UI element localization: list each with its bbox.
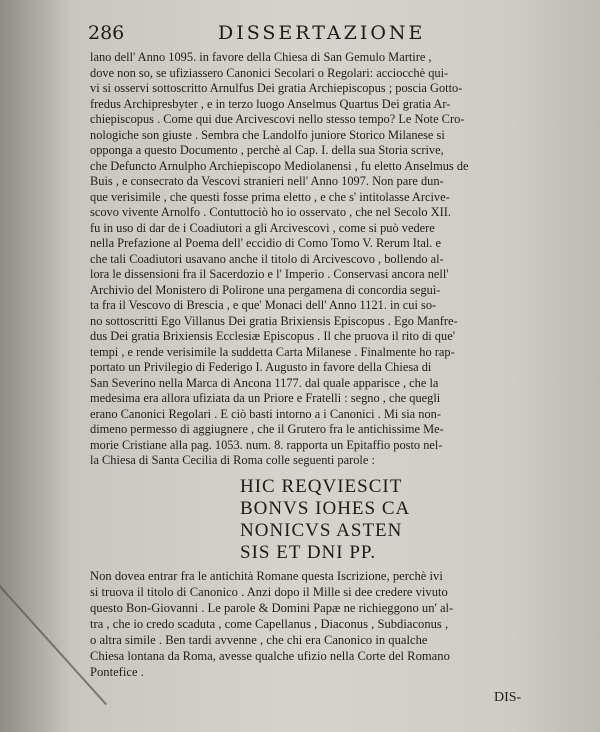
page-header — [88, 22, 568, 44]
text-line: nella Prefazione al Poema dell' eccidio di Como Tomo V. Rerum Ital. e — [90, 236, 441, 250]
text-line: fredus Archipresbyter , e in terzo luogo Anselmus Quartus Dei gratia Ar- — [90, 96, 451, 111]
text-line: Non dovea entrar fra le antichità Romane questa Iscrizione, perchè ivi — [90, 569, 443, 583]
text-line: tra , che io credo scaduta , come Capellanus , Diaconus , Subdiaconus , — [90, 617, 449, 631]
text-line: portato un Privilegio di Federigo I. Augusto in favore della Chiesa di — [90, 360, 432, 374]
text-line: Archivio del Monistero di Polirone una pergamena di concordia seguì- — [90, 282, 441, 297]
text-line: la Chiesa di Santa Cecilia di Roma colle seguenti parole : — [90, 453, 375, 467]
text-line: erano Canonici Regolari . E ciò basti intorno a i Canonici . Mi sia non- — [90, 406, 441, 421]
text-line: vi si osservi sottoscritto Arnulfus Dei gratia Archiepiscopus ; poscia Gotto- — [90, 81, 463, 95]
text-line: dove non so, se ufiziassero Canonici Secolari o Regolari: acciocchè qui- — [90, 65, 449, 80]
text-line: scovo vivente Arnolfo . Contuttociò ho io osservato , che nel Secolo XII. — [90, 205, 451, 219]
text-line: lora le dissensioni fra il Sacerdozio e l' Imperio . Conservasi ancora nell' — [90, 267, 449, 281]
commentary-text — [90, 568, 585, 680]
text-line: ta fra il Vescovo di Brescia , e que' Monaci dell' Anno 1121. in cui so- — [90, 298, 437, 312]
text-line: Pontefice . — [90, 665, 144, 679]
text-line: si truova il titolo di Canonico . Anzi dopo il Mille si dee credere vivuto — [90, 585, 448, 599]
inscription-line: SIS ET DNI PP. — [240, 542, 377, 563]
page-number: 286 — [88, 22, 125, 44]
text-line: fu in uso di dar de i Coadiutori a gli Arcivescovi , come si può vedere — [90, 220, 435, 235]
body-text — [90, 50, 575, 469]
running-title: DISSERTAZIONE — [218, 22, 426, 44]
text-line: tempi , e rende verisimile la suddetta Carta Milanese . Finalmente ho rap- — [90, 344, 455, 359]
text-line: morie Cristiane alla pag. 1053. num. 8. rapporta un Epitaffio posto nel- — [90, 437, 443, 452]
text-line: Buis , e consecrato da Vescovi stranieri nell' Anno 1097. Non pare dun- — [90, 174, 444, 188]
catchword: DIS- — [494, 690, 522, 705]
text-line: Chiesa lontana da Roma, avesse qualche ufizio nella Corte del Romano — [90, 649, 450, 663]
text-line: San Severino nella Marca di Ancona 1177. dal quale apparisce , che la — [90, 375, 439, 390]
text-line: lano dell' Anno 1095. in favore della Chiesa di San Gemulo Martire , — [90, 50, 432, 64]
text-line: chiepiscopus . Come qui due Arcivescovi nello stesso tempo? Le Note Cro- — [90, 112, 465, 126]
text-line: o altra simile . Ben tardi avvenne , che chi era Canonico in qualche — [90, 633, 428, 647]
text-line: dus Dei gratia Brixiensis Ecclesiæ Episcopus . Il che pruova il rito di que' — [90, 329, 455, 343]
inscription-epitaph — [240, 476, 480, 564]
text-line: che tali Coadiutori usavano anche il titolo di Arcivescovo , bollendo al- — [90, 251, 444, 266]
text-line: questo Bon-Giovanni . Le parole & Domini Papæ ne richieggono un' al- — [90, 601, 454, 615]
text-line: che Defuncto Arnulpho Archiepiscopo Mediolanensi , fu eletto Anselmus de — [90, 158, 469, 173]
text-line: que verisimile , che questi fosse prima eletto , e che s' intitolasse Arcive- — [90, 189, 450, 204]
inscription-line: HIC REQVIESCIT — [240, 476, 403, 497]
text-line: nologiche son giuste . Sembra che Landolfo juniore Storico Milanese si — [90, 127, 445, 142]
inscription-line: BONVS IOHES CA — [240, 498, 411, 519]
text-line: dimeno permesso di aggiugnere , che il Grutero fra le antichissime Me- — [90, 422, 444, 436]
text-line: opponga a questo Documento , perchè al Cap. I. della sua Storia scrive, — [90, 143, 444, 157]
text-line: medesima era allora ufiziata da un Priore e Fratelli : segno , che quegli — [90, 391, 441, 405]
inscription-line: NONICVS ASTEN — [240, 520, 403, 541]
text-line: no sottoscritti Ego Villanus Dei gratia Brixiensis Episcopus . Ego Manfre- — [90, 313, 458, 328]
